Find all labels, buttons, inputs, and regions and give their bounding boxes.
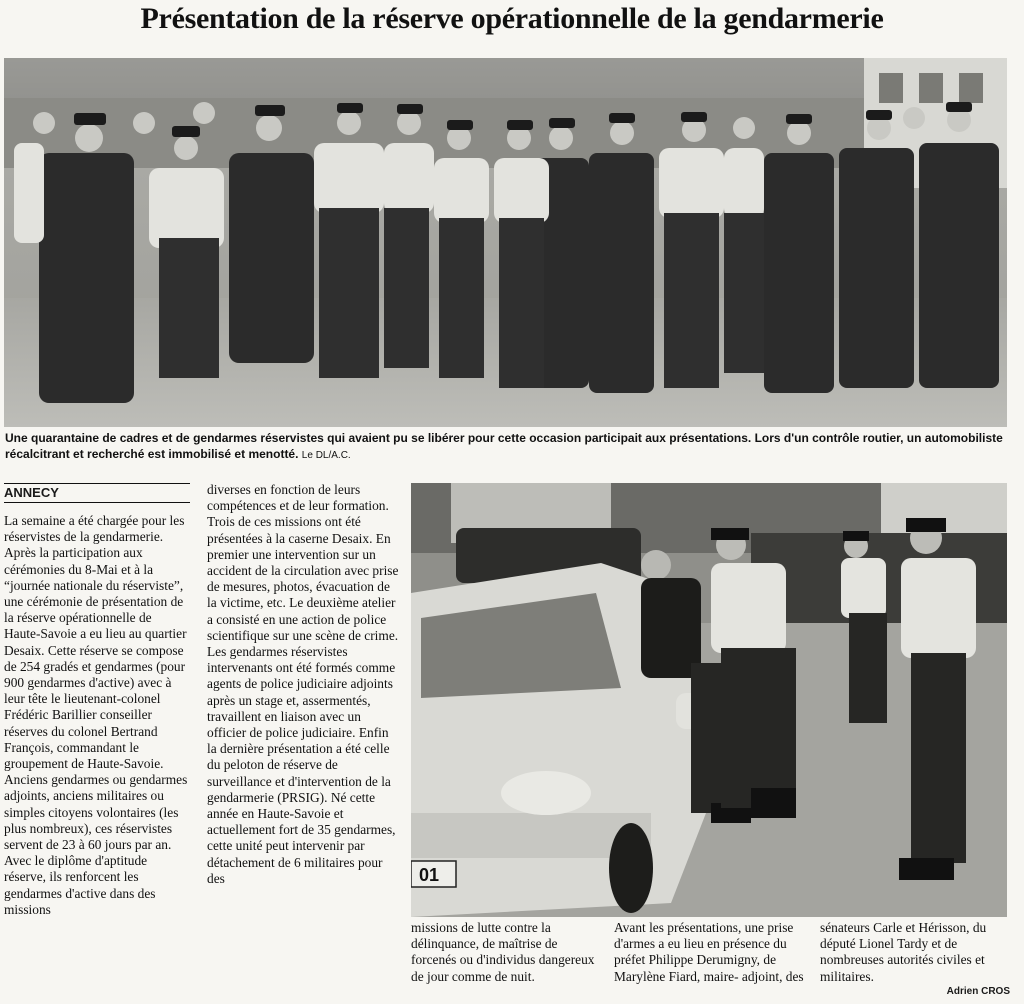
- group-photo-image: [4, 58, 1007, 427]
- column-1-text: La semaine a été chargée pour les réservistes de la gendarmerie. Après la participation aux cérémonies du 8-Mai et à la “journée nationale du réserviste”, une cérémonie de présentation de la réserve opérationnelle de Haute-Savoie a eu lieu au quartier Desaix. Cette réserve se compose de 254 gradés et gendarmes (pour 900 gendarmes d'active) avec à leur tête le lieutenant-colonel Frédéric Barillier conseiller réserves du colonel Bertrand François, commandant le groupement de Haute-Savoie. Anciens gendarmes ou gendarmes adjoints, anciens militaires ou simples citoyens volontaires (les plus nombreux), ces réservistes servent de 23 à 60 jours par an. Avec le diplôme d'aptitude réserve, ils renforcent les gendarmes d'active dans des missions: [4, 513, 188, 917]
- arrest-photo-image: [411, 483, 1007, 917]
- headline: Présentation de la réserve opérationnelle de la gendarmerie: [140, 2, 884, 35]
- kicker-location: ANNECY: [4, 483, 190, 503]
- column-4-text: Avant les présentations, une prise d'armes a eu lieu en présence du préfet Philippe Derumigny, de Marylène Fiard, maire- adjoint, des: [614, 920, 804, 984]
- article-column-2: [207, 482, 399, 887]
- caption-credit: Le DL/A.C.: [301, 450, 351, 461]
- group-photo: [4, 58, 1007, 427]
- gendarme-figure-1: [711, 528, 796, 818]
- license-plate: 01: [419, 865, 440, 885]
- article-column-3: [411, 920, 596, 985]
- photo-caption: [5, 430, 1005, 464]
- article-column-5: [820, 920, 1012, 985]
- column-5-text: sénateurs Carle et Hérisson, du député Lionel Tardy et de nombreuses autorités civiles et militaires.: [820, 920, 987, 984]
- arrest-photo: [411, 483, 1007, 917]
- article-column-4: [614, 920, 807, 985]
- byline: Adrien CROS: [946, 986, 1010, 997]
- caption-text: Une quarantaine de cadres et de gendarmes réservistes qui avaient pu se libérer pour cette occasion participait aux présentations. Lors d'un contrôle routier, un automobiliste récalcitrant et recherché est immobilisé et menotté.: [5, 431, 1003, 461]
- column-2-text: diverses en fonction de leurs compétences et de leur formation. Trois de ces missions ont été présentées à la caserne Desaix. En premier une intervention sur un accident de la circulation avec prise de mesures, photos, évacuation de la victime, etc. Le deuxième atelier a consisté en une action de police scientifique sur une scène de crime. Les gendarmes réservistes intervenants ont été formés comme agents de police judiciaire adjoints après un stage et, assermentés, travaillent en liaison avec un officier de police judiciaire. Enfin la dernière présentation a été celle du peloton de réserve de surveillance et d'intervention de la gendarmerie (PRSIG). Né cette année en Haute-Savoie et actuellement fort de 35 gendarmes, cette unité peut intervenir par détachement de 6 militaires pour des: [207, 482, 399, 886]
- article-column-1: [4, 513, 190, 918]
- column-3-text: missions de lutte contre la délinquance, de maîtrise de forcenés ou d'individus dangereux de jour comme de nuit.: [411, 920, 595, 984]
